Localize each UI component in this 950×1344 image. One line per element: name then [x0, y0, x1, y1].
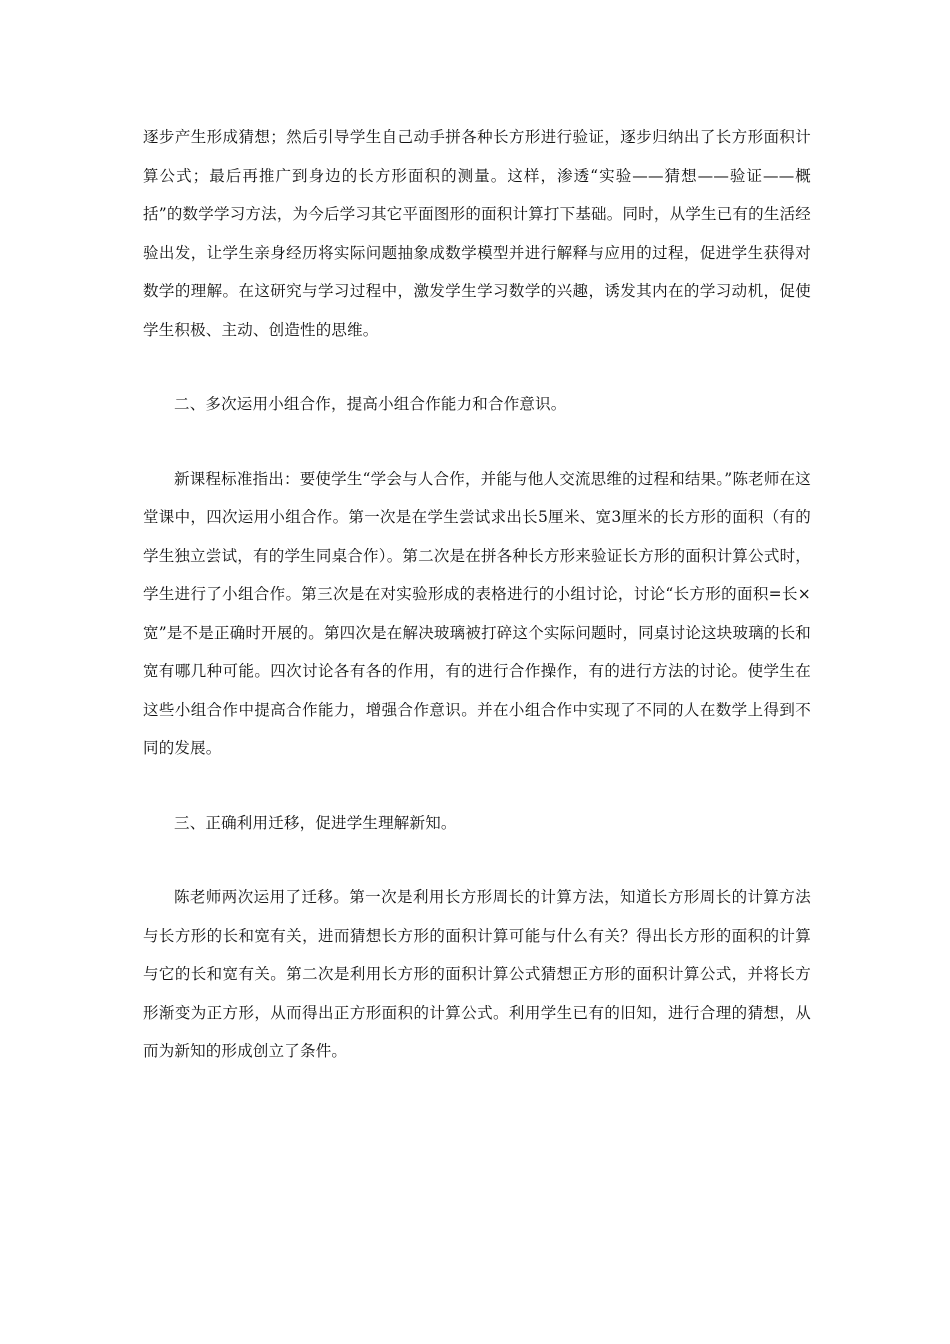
paragraph-2: 新课程标准指出：要使学生“学会与人合作，并能与他人交流思维的过程和结果。”陈老师在这堂课中，四次运用小组合作。第一次是在学生尝试求出长5厘米、宽3厘米的长方形的面积（有的学生独立尝试，有的学生同桌合作）。第二次是在拼各种长方形来验证长方形的面积计算公式时，学生进行了小组合作。第三次是在对实验形成的表格进行的小组讨论，讨论“长方形的面积=长×宽”是不是正确时开展的。第四次是在解决玻璃被打碎这个实际问题时，同桌讨论这块玻璃的长和宽有哪几种可能。四次讨论各有各的作用，有的进行合作操作，有的进行方法的讨论。使学生在这些小组合作中提高合作能力，增强合作意识。并在小组合作中实现了不同的人在数学上得到不同的发展。 [143, 469, 811, 757]
section-heading-3: 三、正确利用迁移，促进学生理解新知。 [174, 813, 457, 832]
paragraph-3: 陈老师两次运用了迁移。第一次是利用长方形周长的计算方法，知道长方形周长的计算方法与长方形的长和宽有关，进而猜想长方形的面积计算可能与什么有关？得出长方形的面积的计算与它的长和宽有关。第二次是利用长方形的面积计算公式猜想正方形的面积计算公式，并将长方形渐变为正方形，从而得出正方形面积的计算公式。利用学生已有的旧知，进行合理的猜想，从而为新知的形成创立了条件。 [143, 888, 811, 1060]
paragraph-1: 逐步产生形成猜想；然后引导学生自己动手拼各种长方形进行验证，逐步归纳出了长方形面积计算公式；最后再推广到身边的长方形面积的测量。这样，渗透“实验——猜想——验证——概括”的数学学习方法，为今后学习其它平面图形的面积计算打下基础。同时，从学生已有的生活经验出发，让学生亲身经历将实际问题抽象成数学模型并进行解释与应用的过程，促进学生获得对数学的理解。在这研究与学习过程中，激发学生学习数学的兴趣，诱发其内在的学习动机，促使学生积极、主动、创造性的思维。 [143, 128, 811, 339]
section-heading-2: 二、多次运用小组合作，提高小组合作能力和合作意识。 [174, 395, 567, 413]
document-body [143, 118, 811, 1071]
